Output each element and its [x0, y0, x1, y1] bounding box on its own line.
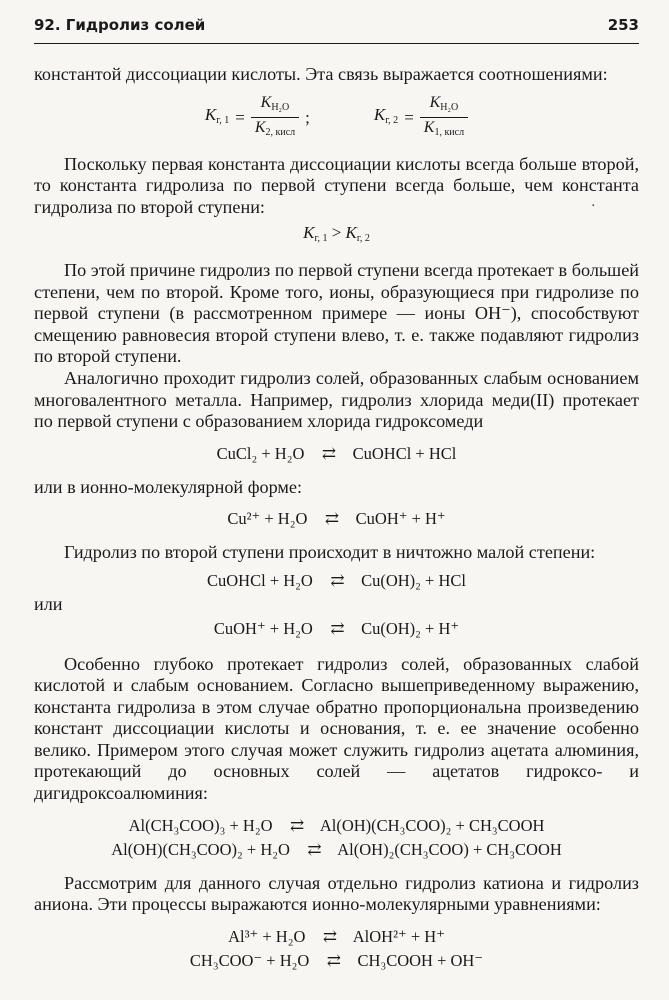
equals-sign: =	[235, 107, 245, 127]
fraction-1-denominator	[251, 117, 299, 142]
fraction-2-denominator	[420, 117, 468, 142]
equilibrium-arrow: ⇄	[326, 950, 341, 970]
equation-4-right: Cu(OH)₂ + H⁺	[361, 618, 460, 638]
page-number: 253	[607, 16, 639, 34]
formula-k-g1	[205, 94, 310, 142]
equation-7-left: Al³⁺ + H₂O	[228, 926, 306, 946]
paragraph-9: Рассмотрим для данного случая отдельно гидролиз катиона и гидролиз аниона. Эти процессы выражаются ионно-молекулярными уравнениями:	[34, 872, 639, 915]
equation-6-right: Al(OH)₂(CH₃COO) + CH₃COOH	[337, 839, 562, 859]
equation-8-right: CH₃COOH + OH⁻	[357, 950, 484, 970]
equals-sign: =	[404, 107, 414, 127]
equilibrium-arrow: ⇄	[324, 509, 339, 529]
equation-5	[34, 815, 639, 837]
hydrolysis-constant-formulas	[34, 94, 639, 142]
inequality-a: K	[303, 223, 315, 243]
fraction-1	[251, 94, 299, 142]
fraction-2-numerator	[426, 94, 463, 117]
equation-2-left: Cu²⁺ + H₂O	[227, 509, 308, 529]
equation-block-3	[34, 815, 639, 861]
paragraph-6: Гидролиз по второй ступени происходит в ничтожно малой степени:	[64, 542, 596, 563]
equation-block-1	[34, 443, 639, 465]
paragraph-2: Поскольку первая константа диссоциации кислоты всегда больше второй, то константа гидролиза по первой ступени всегда больше, чем константа гидролиза по второй ступени:	[34, 153, 639, 217]
equation-8-left: CH₃COO⁻ + H₂O	[189, 950, 310, 970]
fraction-2	[420, 94, 468, 142]
inequality-b: K	[345, 223, 357, 243]
k-g1-symbol: K	[204, 104, 217, 124]
k1-subscript: 1, кисл	[434, 126, 465, 138]
paragraph-7: или	[34, 593, 63, 614]
header-rule	[34, 43, 639, 44]
k2-symbol: K	[254, 118, 266, 136]
equilibrium-arrow: ⇄	[322, 926, 337, 946]
k1-symbol: K	[423, 118, 435, 136]
equation-block-2	[34, 508, 639, 530]
paragraph-5: или в ионно-молекулярной форме:	[34, 476, 303, 497]
k-g2-subscript: г, 2	[385, 114, 399, 126]
inequality-formula	[34, 222, 639, 250]
equilibrium-arrow: ⇄	[330, 570, 344, 590]
equation-block-4	[34, 926, 639, 972]
paragraph-1: константой диссоциации кислоты. Эта связь выражается соотношениями:	[34, 64, 608, 84]
k-g2-symbol: K	[373, 104, 386, 124]
equilibrium-arrow: ⇄	[321, 443, 336, 463]
k2-subscript: 2, кисл	[265, 126, 296, 138]
equation-2	[34, 508, 639, 530]
equation-3-left: CuOHCl + H₂O	[207, 570, 313, 590]
equilibrium-arrow: ⇄	[307, 839, 321, 859]
equation-4-left: CuOH⁺ + H₂O	[213, 618, 313, 638]
stray-dot: .	[591, 195, 595, 210]
kw-symbol: K	[429, 93, 441, 111]
page-body	[34, 64, 639, 984]
paragraph-8: Особенно глубоко протекает гидролиз солей, образованных слабой кислотой и слабым основанием. Согласно вышеприведенному выражению, константа гидролиза в этом случае обратно пропорциональна произведению констант диссоциации кислоты и основания, т. е. ее значение особенно велико. Примером этого случая может служить гидролиз ацетата алюминия, протекающий до основных солей — ацетатов гидроксо- и дигидроксоалюминия:	[34, 653, 639, 804]
formula-k-g2	[374, 94, 468, 142]
equation-7	[34, 926, 639, 948]
semicolon: ;	[305, 107, 310, 127]
equilibrium-arrow: ⇄	[330, 618, 344, 638]
equation-3	[34, 570, 639, 592]
paragraph-3: По этой причине гидролиз по первой ступени всегда протекает в большей степени, чем по второй. Кроме того, ионы, образующиеся при гидролизе по первой ступени (в рассмотренном примере — ионы OH⁻), способствуют смещению равновесия второй ступени влево, т. е. также подавляют гидролиз по второй ступени.	[34, 259, 639, 367]
k-g1-subscript: г, 1	[216, 114, 230, 126]
equation-8	[34, 950, 639, 972]
equation-1	[34, 443, 639, 465]
equation-2-right: CuOH⁺ + H⁺	[355, 509, 446, 529]
equation-6-left: Al(OH)(CH₃COO)₂ + H₂O	[111, 839, 290, 859]
fraction-1-numerator	[257, 94, 294, 117]
equation-4	[34, 618, 639, 640]
equation-3-right: Cu(OH)₂ + HCl	[361, 570, 466, 590]
running-header	[34, 10, 639, 44]
equation-7-right: AlOH²⁺ + H⁺	[352, 926, 445, 946]
equilibrium-arrow: ⇄	[290, 815, 304, 835]
inequality-a-subscript: г, 1	[314, 233, 328, 245]
kw-subscript: H₂O	[271, 101, 290, 113]
section-title: 92. Гидролиз солей	[34, 16, 206, 34]
equation-5-left: Al(CH₃COO)₃ + H₂O	[128, 815, 273, 835]
kw-symbol: K	[260, 93, 272, 111]
equation-1-left: CuCl₂ + H₂O	[216, 443, 305, 463]
paragraph-4: Аналогично проходит гидролиз солей, образованных слабым основанием многовалентного металла. Например, гидролиз хлорида меди(II) протекает по первой ступени с образованием хлорида гидроксомеди	[34, 367, 639, 432]
inequality-b-subscript: г, 2	[356, 233, 370, 245]
equation-5-right: Al(OH)(CH₃COO)₂ + CH₃COOH	[319, 815, 545, 835]
equation-6	[34, 839, 639, 861]
kw-subscript: H₂O	[440, 101, 459, 113]
equation-1-right: CuOHCl + HCl	[352, 443, 457, 463]
greater-than-sign: >	[331, 223, 342, 243]
